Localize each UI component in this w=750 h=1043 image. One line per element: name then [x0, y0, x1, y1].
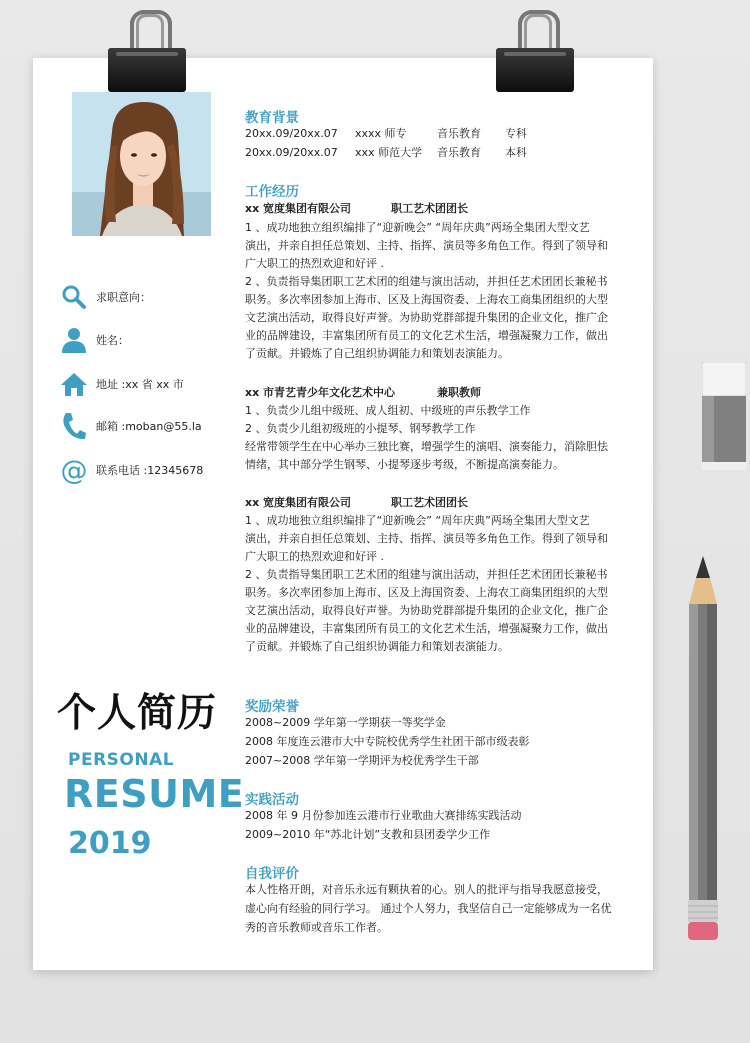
contact-job-intent-text: 求职意向：: [96, 291, 151, 304]
job-line: 文艺演出活动，取得良好声誉。为协助党群部提升集团的企业文化，推广企: [245, 311, 608, 324]
job-header: xx 宽度集团有限公司 职工艺术团团长: [245, 496, 468, 509]
self-title: 自我评价: [245, 866, 299, 882]
job-line: 业的品牌建设，丰富集团所有员工的文化艺术生活，增强凝聚力工作，做出: [245, 622, 608, 635]
practice-line: 2008 年 9 月份参加连云港市行业歌曲大赛排练实践活动: [245, 809, 522, 822]
job-line: 演出，并亲自担任总策划、主持、指挥、演员等多角色工作。得到了领导和: [245, 532, 608, 545]
user-icon: [60, 326, 88, 354]
resume-cn-title: 个人简历: [57, 691, 218, 736]
job-line: 经常带领学生在中心举办三独比赛，增强学生的演唱、演奏能力，消除胆怯: [245, 440, 608, 453]
award-line: 2007~2008 学年第一学期评为校优秀学生干部: [245, 754, 479, 767]
practice-title: 实践活动: [245, 792, 299, 808]
binder-clip-left-front: [108, 10, 186, 92]
job-line: 了贡献。并锻炼了自己组织协调能力和策划表演能力。: [245, 640, 509, 653]
contact-phone: [60, 456, 203, 484]
job-line: 2 、负责少儿组初级班的小提琴、钢琴教学工作: [245, 422, 476, 435]
contact-job-intent: [60, 283, 151, 311]
job-line: 业的品牌建设，丰富集团所有员工的文化艺术生活，增强凝聚力工作，做出: [245, 329, 608, 342]
job-line: 文艺演出活动，取得良好声誉。为协助党群部提升集团的企业文化，推广企: [245, 604, 608, 617]
pencil: [683, 556, 723, 944]
at-icon: [60, 456, 88, 484]
job-line: 职务。多次率团参加上海市、区及上海国资委、上海农工商集团组织的大型: [245, 293, 608, 306]
job-line: 了贡献。并锻炼了自己组织协调能力和策划表演能力。: [245, 347, 509, 360]
job-line: 1 、负责少儿组中级班、成人组初、中级班的声乐教学工作: [245, 404, 531, 417]
self-line: 秀的音乐教师或音乐工作者。: [245, 921, 388, 934]
personal-label: PERSONAL: [68, 750, 175, 770]
svg-text:@: @: [60, 455, 88, 485]
job-line: 广大职工的热烈欢迎和好评 .: [245, 550, 384, 563]
eraser: [702, 362, 746, 470]
work-title: 工作经历: [245, 184, 299, 200]
self-line: 本人性格开朗，对音乐永远有颗执着的心。别人的批评与指导我愿意接受，: [245, 883, 608, 896]
job-line: 1 、成功地独立组织编排了“迎新晚会” “周年庆典”两场全集团大型文艺: [245, 221, 590, 234]
job-line: 1 、成功地独立组织编排了“迎新晚会” “周年庆典”两场全集团大型文艺: [245, 514, 590, 527]
contact-address-text: 地址 :xx 省 xx 市: [96, 378, 184, 391]
search-icon: [60, 283, 88, 311]
education-row: 20xx.09/20xx.07 xxxx 师专 音乐教育 专科: [245, 127, 527, 140]
contact-name: [60, 326, 129, 354]
contact-email: [60, 412, 202, 440]
job-line: 情绪，其中部分学生钢琴、小提琴逐步考级，不断提高演奏能力。: [245, 458, 564, 471]
resume-label: RESUME: [64, 772, 245, 816]
practice-line: 2009~2010 年“苏北计划”支教和县团委学少工作: [245, 828, 491, 841]
contact-email-text: 邮箱 :moban@55.la: [96, 420, 202, 433]
education-title: 教育背景: [245, 110, 299, 126]
year-label: 2019: [68, 826, 152, 861]
award-line: 2008 年度连云港市大中专院校优秀学生社团干部市级表彰: [245, 735, 530, 748]
phone-icon: [60, 412, 88, 440]
home-icon: [60, 370, 88, 398]
contact-name-text: 姓名：: [96, 334, 129, 347]
education-row: 20xx.09/20xx.07 xxx 师范大学 音乐教育 本科: [245, 146, 527, 159]
profile-photo: [72, 92, 211, 236]
contact-address: [60, 370, 184, 398]
job-line: 演出，并亲自担任总策划、主持、指挥、演员等多角色工作。得到了领导和: [245, 239, 608, 252]
binder-clip-right-front: [496, 10, 574, 92]
job-header: xx 市青艺青少年文化艺术中心 兼职教师: [245, 386, 481, 399]
job-line: 广大职工的热烈欢迎和好评 .: [245, 257, 384, 270]
contact-phone-text: 联系电话 :12345678: [96, 464, 204, 477]
self-line: 虚心向有经验的同行学习。 通过个人努力，我坚信自己一定能够成为一名优: [245, 902, 612, 915]
job-header: xx 宽度集团有限公司 职工艺术团团长: [245, 202, 468, 215]
award-line: 2008~2009 学年第一学期获一等奖学金: [245, 716, 446, 729]
awards-title: 奖励荣誉: [245, 699, 299, 715]
job-line: 2 、负责指导集团职工艺术团的组建与演出活动，并担任艺术团团长兼秘书: [245, 568, 608, 581]
job-line: 2 、负责指导集团职工艺术团的组建与演出活动，并担任艺术团团长兼秘书: [245, 275, 608, 288]
job-line: 职务。多次率团参加上海市、区及上海国资委、上海农工商集团组织的大型: [245, 586, 608, 599]
